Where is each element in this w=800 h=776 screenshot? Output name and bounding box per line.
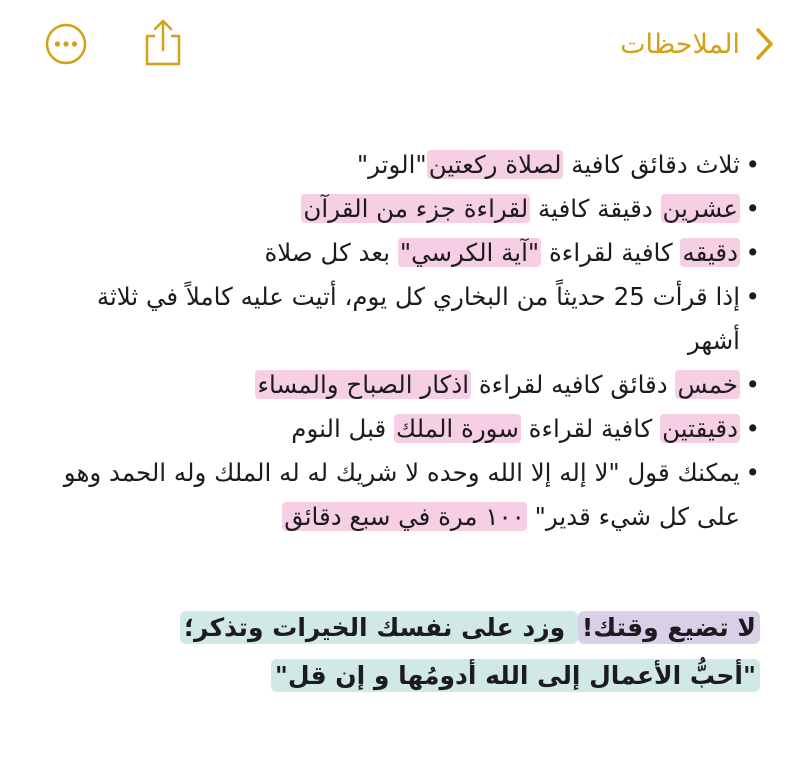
- item-text: دقيقة كافية: [530, 194, 661, 223]
- list-item: [60, 363, 760, 407]
- highlighted-text: ١٠٠ مرة في سبع دقائق: [284, 502, 525, 531]
- closing-line-1: [60, 604, 760, 652]
- closing-line-2: [60, 652, 760, 700]
- note-body[interactable]: [60, 143, 760, 539]
- share-button[interactable]: [142, 18, 184, 68]
- item-text: قبل النوم: [291, 414, 395, 443]
- item-text: ثلاث دقائق كافية: [563, 150, 740, 179]
- highlighted-text: دقيقتين: [662, 414, 738, 443]
- list-item: [60, 451, 760, 539]
- more-options-button[interactable]: [45, 23, 87, 65]
- highlighted-text: "آية الكرسي": [399, 238, 540, 267]
- list-item: [60, 231, 760, 275]
- back-button-label: الملاحظات: [620, 28, 740, 60]
- highlighted-text: سورة الملك: [396, 414, 519, 443]
- closing-highlight: لا تضيع وقتك!: [578, 611, 760, 644]
- highlighted-text: خمس: [677, 370, 738, 399]
- highlighted-text: اذكار الصباح والمساء: [257, 370, 470, 399]
- chevron-left-icon: [750, 24, 778, 64]
- share-icon: [142, 18, 184, 68]
- note-list: [60, 143, 760, 539]
- item-text: دقائق كافيه لقراءة: [471, 370, 676, 399]
- highlighted-text: لصلاة ركعتين: [428, 150, 562, 179]
- more-options-icon: [45, 23, 87, 65]
- navigation-bar: [0, 0, 800, 90]
- item-text: بعد كل صلاة: [264, 238, 398, 267]
- list-item: [60, 275, 760, 363]
- item-text: إذا قرأت 25 حديثاً من البخاري كل يوم، أتيت عليه كاملاً في ثلاثة أشهر: [96, 282, 740, 355]
- highlighted-text: دقيقه: [682, 238, 738, 267]
- closing-rest: وزد على نفسك الخيرات وتذكر؛: [180, 611, 578, 644]
- list-item: [60, 187, 760, 231]
- list-item: [60, 407, 760, 451]
- item-text: يمكنك قول "لا إله إلا الله وحده لا شريك له له الملك وله الحمد وهو على كل شيء قدير": [63, 458, 740, 531]
- closing-quote: "أحبُّ الأعمال إلى الله أدومُها و إن قل": [271, 659, 760, 692]
- closing-message: [60, 604, 760, 700]
- item-text: كافية لقراءة: [541, 238, 681, 267]
- item-text: كافية لقراءة: [520, 414, 661, 443]
- highlighted-text: عشرين: [662, 194, 738, 223]
- back-button[interactable]: [620, 22, 778, 66]
- list-item: [60, 143, 760, 187]
- highlighted-text: لقراءة جزء من القرآن: [303, 194, 529, 223]
- item-text: "الوتر": [356, 150, 427, 179]
